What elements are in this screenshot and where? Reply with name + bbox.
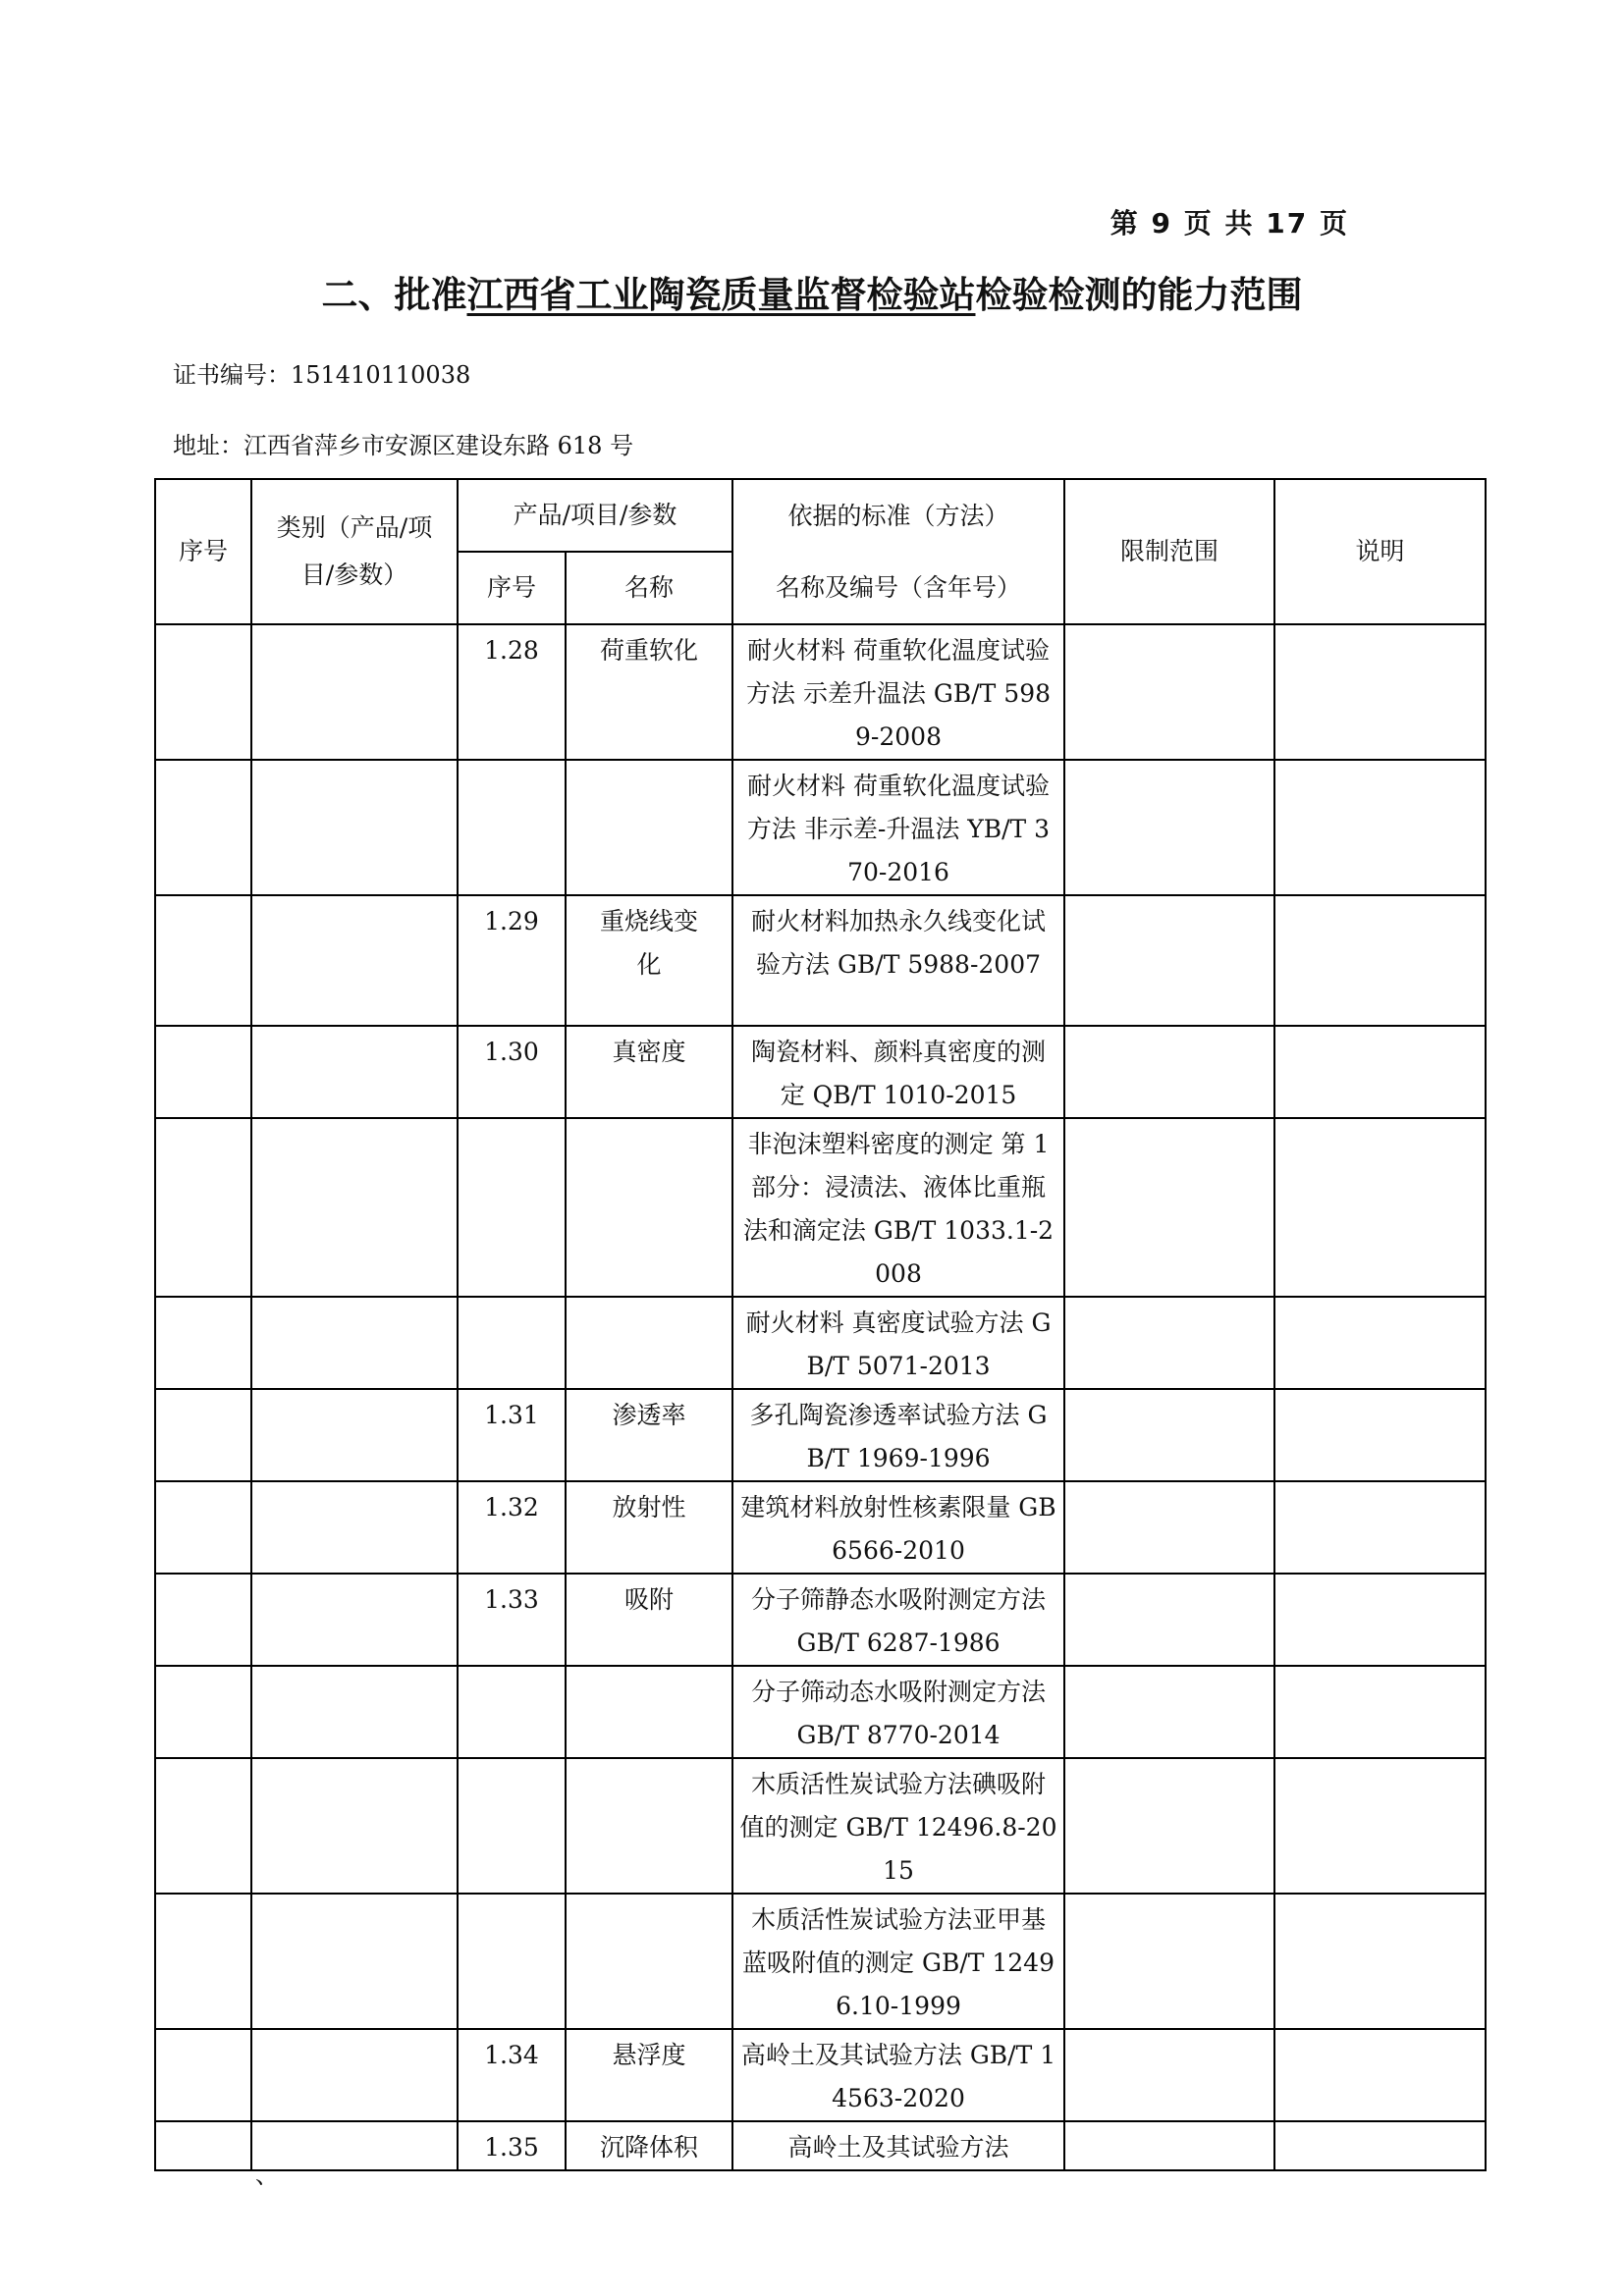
product-name	[566, 1118, 732, 1297]
table-row	[155, 2121, 1486, 2170]
product-index: 1.33	[458, 1574, 566, 1666]
product-name	[566, 1297, 732, 1389]
standard-text: 多孔陶瓷渗透率试验方法 GB/T 1969-1996	[732, 1389, 1064, 1481]
product-name: 吸附	[566, 1574, 732, 1666]
product-name	[566, 1894, 732, 2029]
product-index	[458, 760, 566, 895]
title-suffix: 检验检测的能力范围	[975, 274, 1303, 316]
product-index	[458, 1894, 566, 2029]
standard-text: 建筑材料放射性核素限量 GB 6566-2010	[732, 1481, 1064, 1574]
header-standard-group: 依据的标准（方法）	[732, 479, 1064, 552]
product-index	[458, 1118, 566, 1297]
table-row	[155, 760, 1486, 895]
table-row	[155, 1574, 1486, 1666]
standard-text: 非泡沫塑料密度的测定 第 1 部分：浸渍法、液体比重瓶法和滴定法 GB/T 1033.1-2008	[732, 1118, 1064, 1297]
header-category: 类别（产品/项目/参数）	[251, 479, 458, 624]
product-name: 放射性	[566, 1481, 732, 1574]
header-note: 说明	[1274, 479, 1486, 624]
product-name: 悬浮度	[566, 2029, 732, 2121]
title-organization: 江西省工业陶瓷质量监督检验站	[466, 274, 976, 316]
page-title	[0, 265, 1624, 318]
product-name	[566, 1666, 732, 1758]
capability-scope-table	[154, 478, 1487, 2171]
table-row	[155, 1026, 1486, 1118]
standard-text: 高岭土及其试验方法	[732, 2121, 1064, 2170]
product-name	[566, 760, 732, 895]
product-index: 1.35	[458, 2121, 566, 2170]
table-row	[155, 2029, 1486, 2121]
table-row	[155, 1758, 1486, 1894]
standard-text: 分子筛静态水吸附测定方法 GB/T 6287-1986	[732, 1574, 1064, 1666]
product-index	[458, 1297, 566, 1389]
product-index	[458, 1758, 566, 1894]
table-row	[155, 1297, 1486, 1389]
header-index: 序号	[155, 479, 251, 624]
product-index: 1.30	[458, 1026, 566, 1118]
page-indicator: 第 9 页 共 17 页	[1110, 207, 1349, 240]
standard-text: 耐火材料 真密度试验方法 GB/T 5071-2013	[732, 1297, 1064, 1389]
product-name: 渗透率	[566, 1389, 732, 1481]
address: 地址：江西省萍乡市安源区建设东路 618 号	[173, 432, 634, 459]
product-index: 1.31	[458, 1389, 566, 1481]
standard-text: 木质活性炭试验方法碘吸附值的测定 GB/T 12496.8-2015	[732, 1758, 1064, 1894]
table-row	[155, 895, 1486, 1026]
product-index: 1.28	[458, 624, 566, 760]
standard-text: 分子筛动态水吸附测定方法 GB/T 8770-2014	[732, 1666, 1064, 1758]
standard-text: 耐火材料 荷重软化温度试验方法 非示差-升温法 YB/T 370-2016	[732, 760, 1064, 895]
table-row	[155, 1666, 1486, 1758]
standard-text: 陶瓷材料、颜料真密度的测定 QB/T 1010-2015	[732, 1026, 1064, 1118]
table-row	[155, 1389, 1486, 1481]
header-product-name: 名称	[566, 552, 732, 624]
title-prefix: 二、批准	[321, 274, 467, 316]
footer-mark: 、	[255, 2162, 279, 2189]
header-product-group: 产品/项目/参数	[458, 479, 732, 552]
product-index: 1.34	[458, 2029, 566, 2121]
standard-text: 耐火材料 荷重软化温度试验方法 示差升温法 GB/T 5989-2008	[732, 624, 1064, 760]
standard-text: 高岭土及其试验方法 GB/T 14563-2020	[732, 2029, 1064, 2121]
standard-text: 木质活性炭试验方法亚甲基蓝吸附值的测定 GB/T 12496.10-1999	[732, 1894, 1064, 2029]
table-row	[155, 1481, 1486, 1574]
product-name: 沉降体积	[566, 2121, 732, 2170]
table-row	[155, 624, 1486, 760]
product-name: 重烧线变化	[566, 895, 732, 1026]
product-name: 真密度	[566, 1026, 732, 1118]
product-name: 荷重软化	[566, 624, 732, 760]
table-row	[155, 1118, 1486, 1297]
header-standard-sub: 名称及编号（含年号）	[732, 552, 1064, 624]
header-limit: 限制范围	[1064, 479, 1274, 624]
product-index: 1.32	[458, 1481, 566, 1574]
product-index	[458, 1666, 566, 1758]
header-product-index: 序号	[458, 552, 566, 624]
table-row	[155, 1894, 1486, 2029]
product-index: 1.29	[458, 895, 566, 1026]
standard-text: 耐火材料加热永久线变化试验方法 GB/T 5988-2007	[732, 895, 1064, 1026]
certificate-number: 证书编号：151410110038	[173, 361, 471, 389]
product-name	[566, 1758, 732, 1894]
